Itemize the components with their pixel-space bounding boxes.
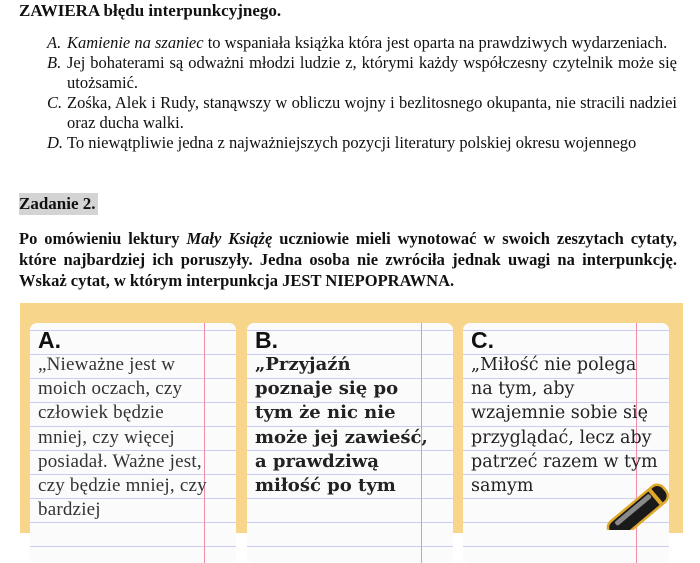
option-a <box>47 33 677 53</box>
card-letter: A. <box>38 327 61 353</box>
task1-intro-tail: ZAWIERA błędu interpunkcyjnego. <box>19 1 282 20</box>
option-c <box>47 93 677 133</box>
card-quote: „Nieważne jest w moich oczach, czy człowiek będzie mniej, czy więcej posiadał. Ważne jest, czy będzie mniej, czy bardziej <box>38 354 207 521</box>
notebook-panel <box>20 303 683 533</box>
option-text: Kamienie na szaniec to wspaniała książka która jest oparta na prawdziwych wydarzeniach. <box>67 33 668 52</box>
book-title: Mały Książę <box>186 229 273 248</box>
task1-options <box>47 33 677 153</box>
book-title: Kamienie na szaniec <box>67 33 204 52</box>
option-text: Zośka, Alek i Rudy, stanąwszy w obliczu wojny i bezlitosnego okupanta, nie stracili nadziei oraz ducha walki. <box>67 93 677 132</box>
card-letter: C. <box>471 327 494 353</box>
option-letter: D. <box>47 133 64 152</box>
option-text: Jej bohaterami są odważni młodzi ludzie z, którymi każdy współczesny czytelnik może się utożsamić. <box>67 53 677 92</box>
quote-card-a <box>30 323 236 563</box>
task2-prompt: Po omówieniu lektury Mały Książę uczniowie mieli wynotować w swoich zeszytach cytaty, które najbardziej ich poruszyły. Jedna osoba nie zwróciła jednak uwagi na interpunkcję. Wskaż cytat, w którym interpunkcja JEST NIEPOPRAWNA. <box>19 229 677 290</box>
option-b <box>47 53 677 93</box>
quote-card-b <box>247 323 453 563</box>
option-d <box>47 133 677 153</box>
pen-icon <box>593 480 673 530</box>
card-quote: „Przyjaźń poznaje się po tym że nic nie może jej zawieść, a prawdziwą miłość po tym <box>255 354 428 497</box>
card-quote: „Miłość nie polega na tym, aby wzajemnie sobie się przyglądać, lecz aby patrzeć razem w tym samym <box>471 355 658 497</box>
option-letter: B. <box>47 53 62 72</box>
card-letter: B. <box>255 327 278 353</box>
option-text: To niewątpliwie jedna z najważniejszych pozycji literatury polskiej okresu wojennego <box>67 133 637 152</box>
option-letter: A. <box>47 33 62 52</box>
option-letter: C. <box>47 93 63 112</box>
task2-heading: Zadanie 2. <box>19 194 96 213</box>
